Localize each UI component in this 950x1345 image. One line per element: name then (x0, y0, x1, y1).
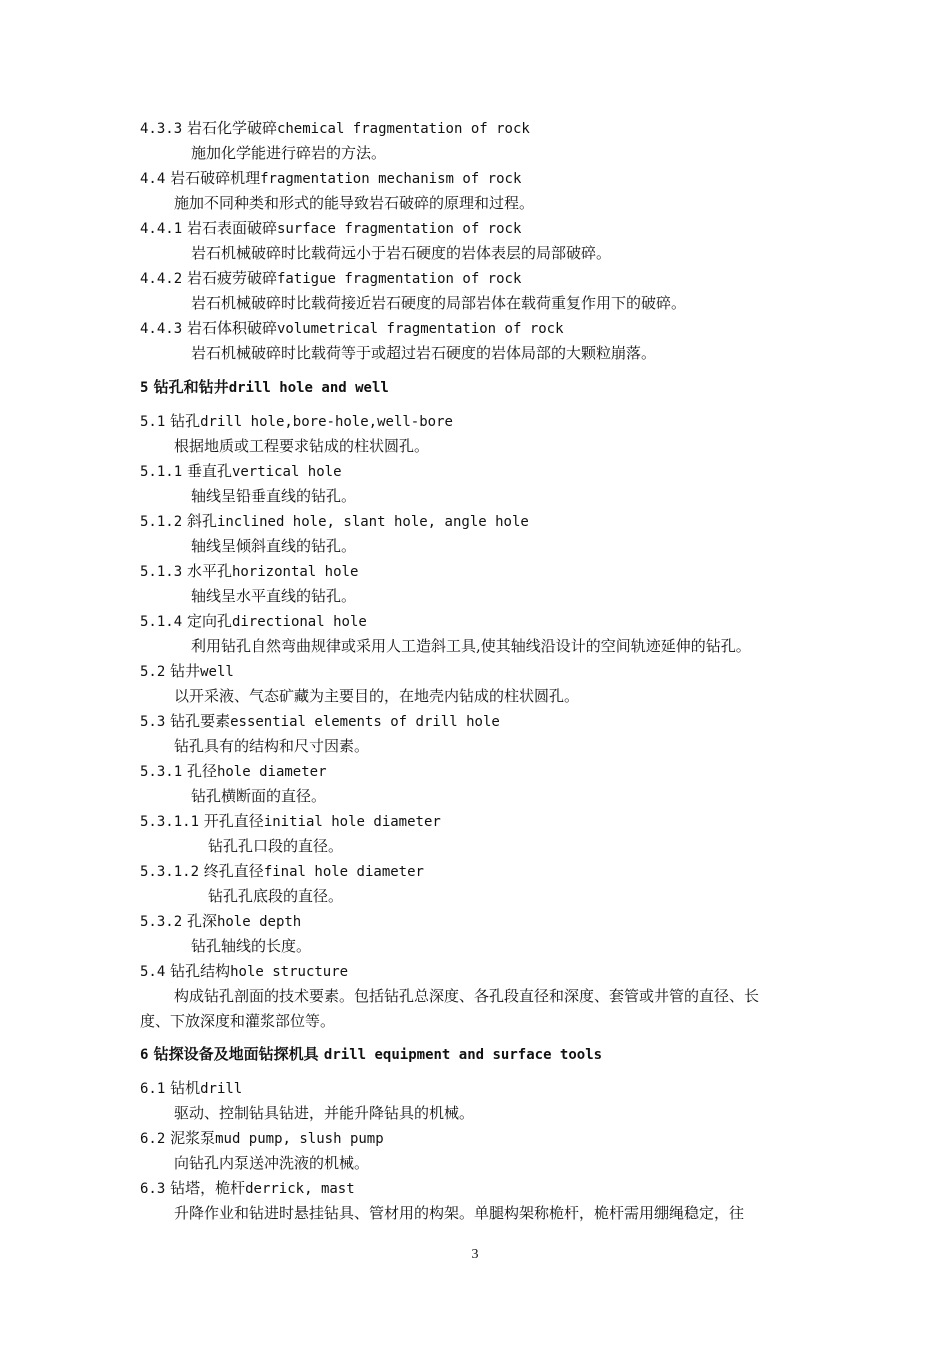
definition-4-4-3: 岩石机械破碎时比载荷等于或超过岩石硬度的岩体局部的大颗粒崩落。 (191, 344, 657, 362)
term-number: 5.1.2 (140, 514, 183, 530)
term-english: surface fragmentation of rock (276, 221, 522, 237)
term-chinese: 钻孔结构 (170, 962, 231, 980)
definition-5-1-2: 轴线呈倾斜直线的钻孔。 (191, 537, 357, 555)
term-english: fatigue fragmentation of rock (276, 271, 522, 287)
definition-5-4: 构成钻孔剖面的技术要素。包括钻孔总深度、各孔段直径和深度、套管或井管的直径、长 (174, 987, 760, 1005)
definition-5-3: 钻孔具有的结构和尺寸因素。 (174, 737, 370, 755)
section-number: 6 (140, 1047, 149, 1063)
term-number: 5.1 (140, 414, 166, 430)
term-chinese: 岩石体积破碎 (186, 319, 277, 337)
term-4-4-1 (140, 218, 521, 239)
term-5-1 (140, 411, 453, 432)
term-number: 4.3.3 (140, 121, 183, 137)
term-chinese: 岩石化学破碎 (186, 119, 277, 137)
term-chinese: 钻孔要素 (170, 712, 231, 730)
term-chinese: 水平孔 (186, 562, 232, 580)
term-number: 5.3 (140, 714, 166, 730)
definition-6-3: 升降作业和钻进时悬挂钻具、管材用的构架。单腿构架称桅杆，桅杆需用绷绳稳定，往 (174, 1204, 745, 1222)
term-5-4 (140, 961, 348, 982)
term-chinese: 开孔直径 (203, 812, 264, 830)
term-5-2 (140, 661, 234, 682)
section-title-chinese: 钻探设备及地面钻探机具 (153, 1045, 319, 1063)
term-5-1-4 (140, 611, 367, 632)
term-chinese: 终孔直径 (203, 862, 264, 880)
term-number: 5.2 (140, 664, 166, 680)
definition-5-1-3: 轴线呈水平直线的钻孔。 (191, 587, 357, 605)
term-chinese: 斜孔 (186, 512, 217, 530)
term-english: drill (200, 1081, 243, 1097)
term-6-2 (140, 1128, 384, 1149)
term-number: 5.1.3 (140, 564, 183, 580)
definition-4-4-1: 岩石机械破碎时比载荷远小于岩石硬度的岩体表层的局部破碎。 (191, 244, 612, 262)
term-number: 4.4.2 (140, 271, 183, 287)
section-title-english: drill hole and well (228, 380, 389, 396)
definition-5-3-1-2: 钻孔孔底段的直径。 (208, 887, 344, 905)
term-chinese: 钻井 (170, 662, 201, 680)
term-6-1 (140, 1078, 242, 1099)
term-chinese: 钻孔 (170, 412, 201, 430)
definition-5-1-1: 轴线呈铅垂直线的钻孔。 (191, 487, 357, 505)
term-number: 5.3.1 (140, 764, 183, 780)
term-5-3-2 (140, 911, 301, 932)
definition-5-3-1-1: 钻孔孔口段的直径。 (208, 837, 344, 855)
term-english: hole depth (216, 914, 302, 930)
term-english: derrick, mast (245, 1181, 355, 1197)
section-heading-6 (140, 1044, 602, 1065)
term-number: 4.4.3 (140, 321, 183, 337)
term-english: mud pump, slush pump (215, 1131, 384, 1147)
term-number: 5.4 (140, 964, 166, 980)
term-english: horizontal hole (231, 564, 359, 580)
term-english: fragmentation mechanism of rock (260, 171, 522, 187)
term-english: drill hole,bore-hole,well-bore (200, 414, 453, 430)
term-chinese: 钻塔，桅杆 (170, 1179, 246, 1197)
term-english: initial hole diameter (263, 814, 441, 830)
definition-5-3-1: 钻孔横断面的直径。 (191, 787, 327, 805)
section-heading-5 (140, 377, 389, 398)
term-english: essential elements of drill hole (230, 714, 500, 730)
term-chinese: 孔径 (186, 762, 217, 780)
term-english: well (200, 664, 234, 680)
term-number: 6.1 (140, 1081, 166, 1097)
term-6-3 (140, 1178, 355, 1199)
term-number: 6.2 (140, 1131, 166, 1147)
section-number: 5 (140, 380, 149, 396)
definition-5-3-2: 钻孔轴线的长度。 (191, 937, 312, 955)
term-number: 4.4.1 (140, 221, 183, 237)
definition-4-3-3: 施加化学能进行碎岩的方法。 (191, 144, 387, 162)
definition-4-4: 施加不同种类和形式的能导致岩石破碎的原理和过程。 (174, 194, 535, 212)
term-5-3 (140, 711, 500, 732)
definition-5-1-4: 利用钻孔自然弯曲规律或采用人工造斜工具,使其轴线沿设计的空间轨迹延伸的钻孔。 (191, 637, 751, 655)
term-4-4-2 (140, 268, 521, 289)
term-5-3-1-2 (140, 861, 424, 882)
term-english: inclined hole, slant hole, angle hole (216, 514, 529, 530)
term-5-3-1-1 (140, 811, 441, 832)
definition-6-1: 驱动、控制钻具钻进，并能升降钻具的机械。 (174, 1104, 475, 1122)
term-4-4 (140, 168, 521, 189)
definition-5-1: 根据地质或工程要求钻成的柱状圆孔。 (174, 437, 430, 455)
term-chinese: 钻机 (170, 1079, 201, 1097)
definition-5-2: 以开采液、气态矿藏为主要目的，在地壳内钻成的柱状圆孔。 (174, 687, 580, 705)
term-english: directional hole (231, 614, 367, 630)
term-4-4-3 (140, 318, 564, 339)
section-title-chinese: 钻孔和钻井 (153, 378, 229, 396)
term-english: final hole diameter (263, 864, 424, 880)
term-number: 6.3 (140, 1181, 166, 1197)
term-chinese: 岩石表面破碎 (186, 219, 277, 237)
term-chinese: 定向孔 (186, 612, 232, 630)
term-4-3-3 (140, 118, 530, 139)
term-english: volumetrical fragmentation of rock (276, 321, 564, 337)
term-5-1-2 (140, 511, 529, 532)
term-5-1-3 (140, 561, 358, 582)
term-english: hole structure (230, 964, 349, 980)
term-number: 4.4 (140, 171, 166, 187)
term-chinese: 泥浆泵 (170, 1129, 216, 1147)
term-number: 5.1.1 (140, 464, 183, 480)
term-chinese: 垂直孔 (186, 462, 232, 480)
term-number: 5.3.1.1 (140, 814, 200, 830)
term-number: 5.3.2 (140, 914, 183, 930)
definition-4-4-2: 岩石机械破碎时比载荷接近岩石硬度的局部岩体在载荷重复作用下的破碎。 (191, 294, 687, 312)
page-number: 3 (471, 1247, 479, 1262)
definition-5-4-continued: 度、下放深度和灌浆部位等。 (140, 1012, 336, 1030)
term-number: 5.1.4 (140, 614, 183, 630)
term-number: 5.3.1.2 (140, 864, 200, 880)
term-chinese: 岩石破碎机理 (170, 169, 261, 187)
term-english: vertical hole (231, 464, 342, 480)
definition-6-2: 向钻孔内泵送冲洗液的机械。 (174, 1154, 370, 1172)
term-5-1-1 (140, 461, 342, 482)
term-5-3-1 (140, 761, 327, 782)
section-title-english: drill equipment and surface tools (323, 1047, 603, 1063)
term-chinese: 孔深 (186, 912, 217, 930)
term-english: hole diameter (216, 764, 327, 780)
term-english: chemical fragmentation of rock (276, 121, 530, 137)
term-chinese: 岩石疲劳破碎 (186, 269, 277, 287)
